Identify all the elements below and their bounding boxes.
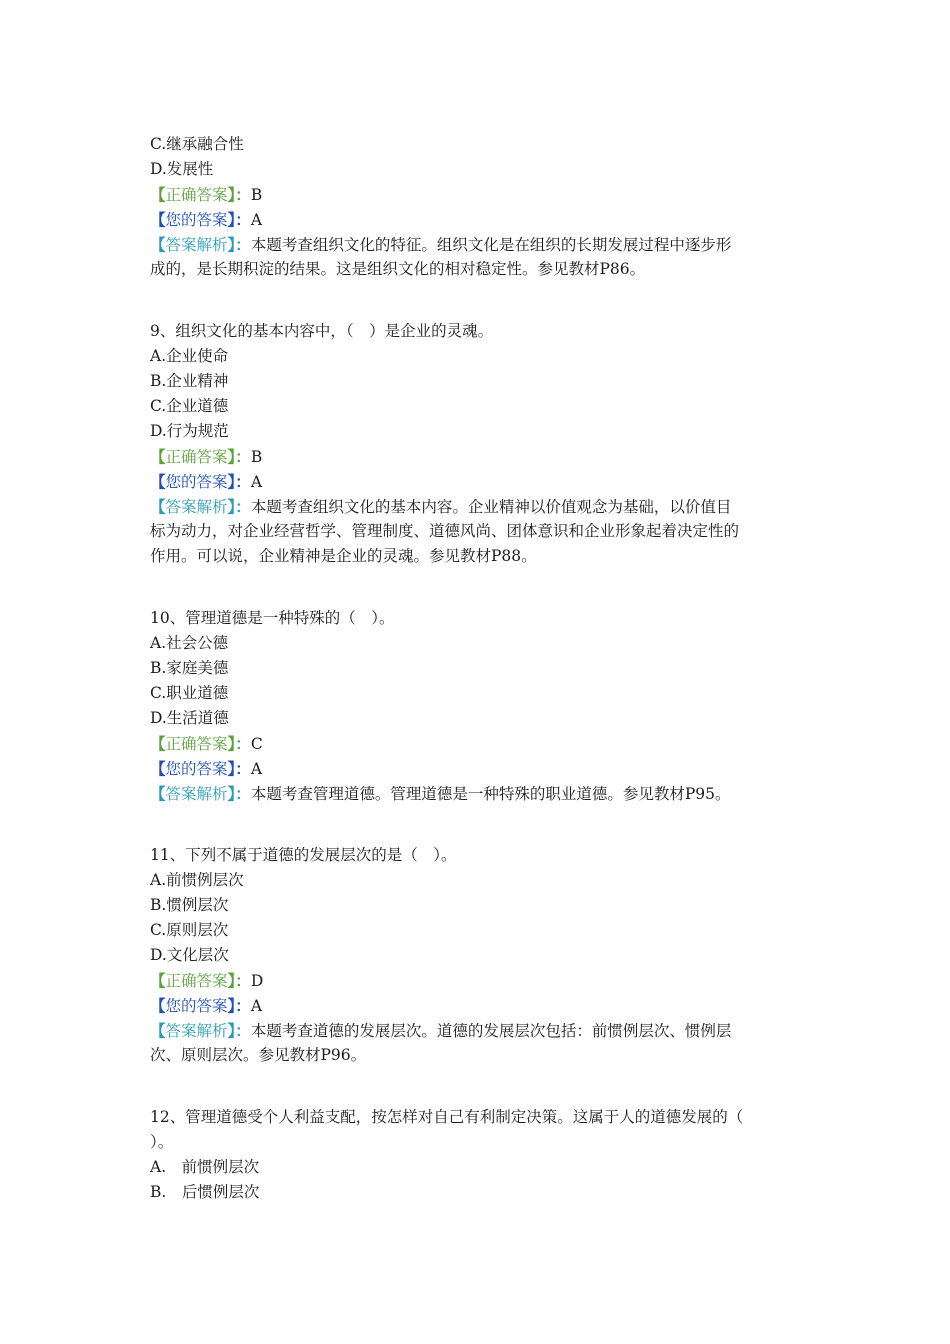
analysis-continuation: 成的，是长期积淀的结果。这是组织文化的相对稳定性。参见教材P86。 xyxy=(150,260,646,278)
option-b: B.家庭美德 xyxy=(150,659,229,677)
analysis-row: 【答案解析】：本题考查组织文化的基本内容。企业精神以价值观念为基础，以价值目 xyxy=(150,497,732,516)
analysis-row: 【答案解析】：本题考查组织文化的特征。组织文化是在组织的长期发展过程中逐步形 xyxy=(150,235,732,254)
your-answer-row: 【您的答案】：A xyxy=(150,210,263,229)
correct-answer-row: 【正确答案】：D xyxy=(150,971,264,990)
option-a: A. 前惯例层次 xyxy=(150,1158,260,1176)
option-c: C.继承融合性 xyxy=(150,135,244,153)
correct-answer-label: 【正确答案】 xyxy=(150,185,236,204)
analysis-text: 本题考查组织文化的基本内容。企业精神以价值观念为基础，以价值目 xyxy=(250,498,732,516)
option-a: A.企业使命 xyxy=(150,347,229,365)
question-12 xyxy=(150,1105,790,1205)
option-b: B.企业精神 xyxy=(150,372,229,390)
option-d: D.发展性 xyxy=(150,160,214,178)
your-answer-value: A xyxy=(250,473,263,491)
question-10 xyxy=(150,606,790,806)
option-a: A.前惯例层次 xyxy=(150,871,244,889)
option-d: D.行为规范 xyxy=(150,422,229,440)
question-stem-continuation: ）。 xyxy=(150,1133,174,1151)
correct-answer-row: 【正确答案】：B xyxy=(150,447,263,466)
analysis-text: 本题考查管理道德。管理道德是一种特殊的职业道德。参见教材P95。 xyxy=(250,785,731,803)
analysis-label: 【答案解析】 xyxy=(150,784,236,803)
analysis-text: 本题考查组织文化的特征。组织文化是在组织的长期发展过程中逐步形 xyxy=(250,236,732,254)
analysis-text: 本题考查道德的发展层次。道德的发展层次包括：前惯例层次、惯例层 xyxy=(250,1022,732,1040)
question-stem: 12、管理道德受个人利益支配，按怎样对自己有利制定决策。这属于人的道德发展的（ xyxy=(150,1108,744,1126)
question-stem: 10、管理道德是一种特殊的（ ）。 xyxy=(150,609,395,627)
correct-answer-value: B xyxy=(250,448,263,466)
correct-answer-value: D xyxy=(250,972,264,990)
analysis-row: 【答案解析】：本题考查道德的发展层次。道德的发展层次包括：前惯例层次、惯例层 xyxy=(150,1021,732,1040)
option-d: D.文化层次 xyxy=(150,946,229,964)
option-d: D.生活道德 xyxy=(150,709,229,727)
question-11 xyxy=(150,843,790,1068)
option-c: C.职业道德 xyxy=(150,684,229,702)
correct-answer-row: 【正确答案】：B xyxy=(150,185,263,204)
option-b: B. 后惯例层次 xyxy=(150,1183,260,1201)
your-answer-value: A xyxy=(250,211,263,229)
correct-answer-label: 【正确答案】 xyxy=(150,971,236,990)
option-c: C.企业道德 xyxy=(150,397,229,415)
option-c: C.原则层次 xyxy=(150,921,229,939)
option-a: A.社会公德 xyxy=(150,634,229,652)
your-answer-row: 【您的答案】：A xyxy=(150,472,263,491)
your-answer-label: 【您的答案】 xyxy=(150,759,236,778)
your-answer-label: 【您的答案】 xyxy=(150,210,236,229)
analysis-row: 【答案解析】：本题考查管理道德。管理道德是一种特殊的职业道德。参见教材P95。 xyxy=(150,784,731,803)
analysis-label: 【答案解析】 xyxy=(150,497,236,516)
your-answer-label: 【您的答案】 xyxy=(150,996,236,1015)
question-9 xyxy=(150,319,790,569)
correct-answer-label: 【正确答案】 xyxy=(150,447,236,466)
your-answer-row: 【您的答案】：A xyxy=(150,996,263,1015)
analysis-continuation: 次、原则层次。参见教材P96。 xyxy=(150,1046,367,1064)
your-answer-label: 【您的答案】 xyxy=(150,472,236,491)
correct-answer-row: 【正确答案】：C xyxy=(150,734,263,753)
correct-answer-label: 【正确答案】 xyxy=(150,734,236,753)
option-b: B.惯例层次 xyxy=(150,896,229,914)
your-answer-value: A xyxy=(250,760,263,778)
your-answer-value: A xyxy=(250,997,263,1015)
analysis-continuation: 标为动力，对企业经营哲学、管理制度、道德风尚、团体意识和企业形象起着决定性的 xyxy=(150,522,740,540)
exam-document xyxy=(150,132,790,1205)
correct-answer-value: B xyxy=(250,186,263,204)
analysis-continuation: 作用。可以说，企业精神是企业的灵魂。参见教材P88。 xyxy=(150,547,537,565)
question-8-tail xyxy=(150,132,790,282)
question-stem: 9、组织文化的基本内容中，（ ）是企业的灵魂。 xyxy=(150,322,494,340)
your-answer-row: 【您的答案】：A xyxy=(150,759,263,778)
question-stem: 11、下列不属于道德的发展层次的是（ ）。 xyxy=(150,846,457,864)
analysis-label: 【答案解析】 xyxy=(150,235,236,254)
analysis-label: 【答案解析】 xyxy=(150,1021,236,1040)
correct-answer-value: C xyxy=(250,735,263,753)
